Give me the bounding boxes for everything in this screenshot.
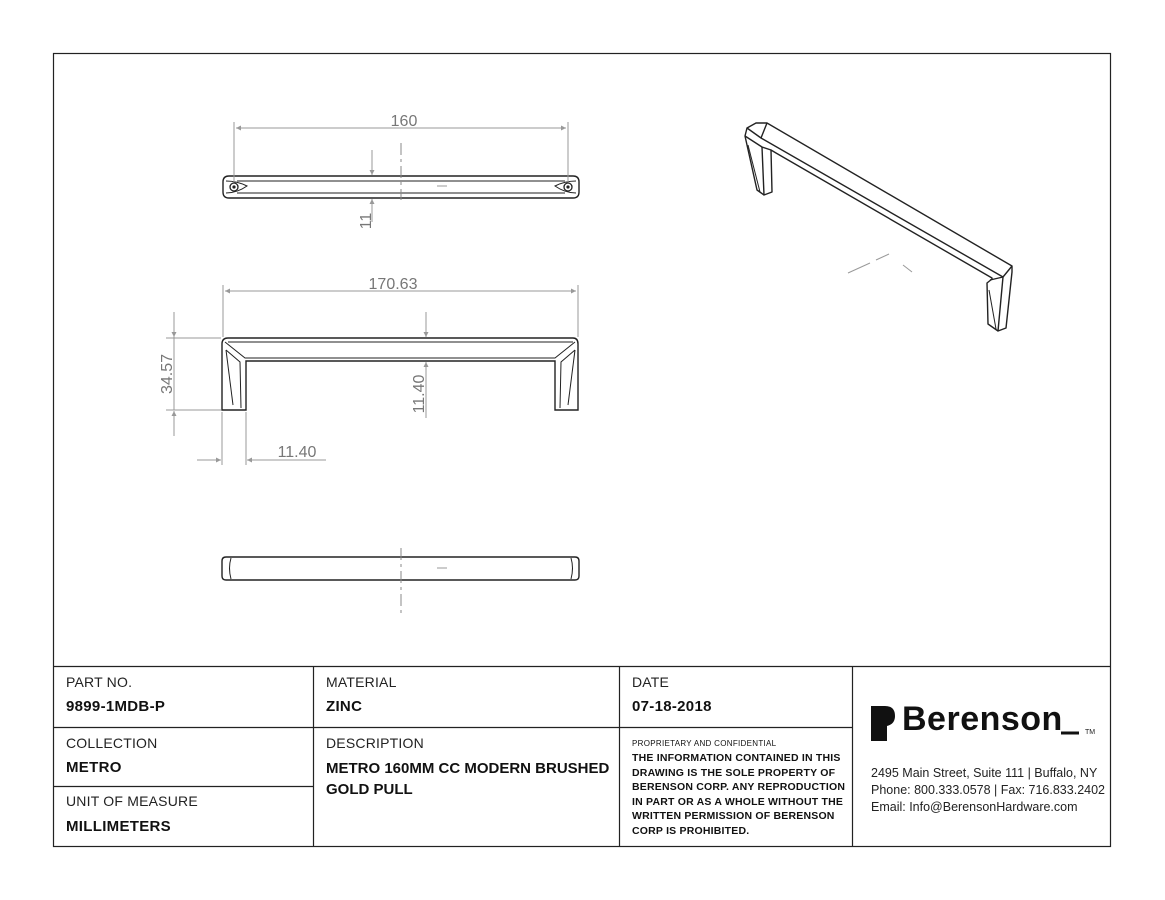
dim-label-160: 160 — [390, 113, 418, 130]
collection-value: METRO — [66, 759, 122, 776]
dim-label-170-63: 170.63 — [368, 276, 418, 293]
isometric-view — [745, 123, 1012, 331]
material-value: ZINC — [326, 698, 363, 715]
collection-label: COLLECTION — [66, 735, 158, 751]
company-name: Berenson — [902, 700, 1063, 738]
description-label: DESCRIPTION — [326, 735, 424, 751]
dim-label-34-57: 34.57 — [159, 353, 176, 395]
part-no-label: PART NO. — [66, 674, 133, 690]
company-phone: Phone: 800.333.0578 | Fax: 716.833.2402 — [871, 783, 1105, 797]
title-block-grid — [54, 667, 1111, 847]
dim-label-11-40-horizontal: 11.40 — [277, 444, 317, 461]
unit-value: MILLIMETERS — [66, 818, 171, 835]
dim-label-11-40-vertical: 11.40 — [411, 374, 428, 414]
isometric-centerlines — [848, 254, 912, 273]
date-label: DATE — [632, 674, 670, 690]
unit-label: UNIT OF MEASURE — [66, 793, 198, 809]
material-label: MATERIAL — [326, 674, 397, 690]
date-value: 07-18-2018 — [632, 698, 712, 715]
trademark: TM — [1085, 729, 1096, 736]
company-email: Email: Info@BerensonHardware.com — [871, 800, 1078, 814]
company-address: 2495 Main Street, Suite 111 | Buffalo, NY — [871, 766, 1098, 780]
dim-label-11: 11 — [358, 212, 375, 230]
berenson-logo-icon — [871, 706, 895, 741]
proprietary-heading: PROPRIETARY AND CONFIDENTIAL — [632, 739, 777, 748]
front-view — [222, 338, 578, 410]
part-no-value: 9899-1MDB-P — [66, 698, 166, 715]
description-value: METRO 160MM CC MODERN BRUSHED GOLD PULL — [326, 760, 610, 798]
proprietary-body: THE INFORMATION CONTAINED IN THIS DRAWING IS THE SOLE PROPERTY OF BERENSON CORP. ANY REPRODUCTION IN PART OR AS A WHOLE WITHOUT THE WRITTEN PERMISSION OF BERENSON CORP IS PROHIBITED. — [632, 752, 846, 837]
